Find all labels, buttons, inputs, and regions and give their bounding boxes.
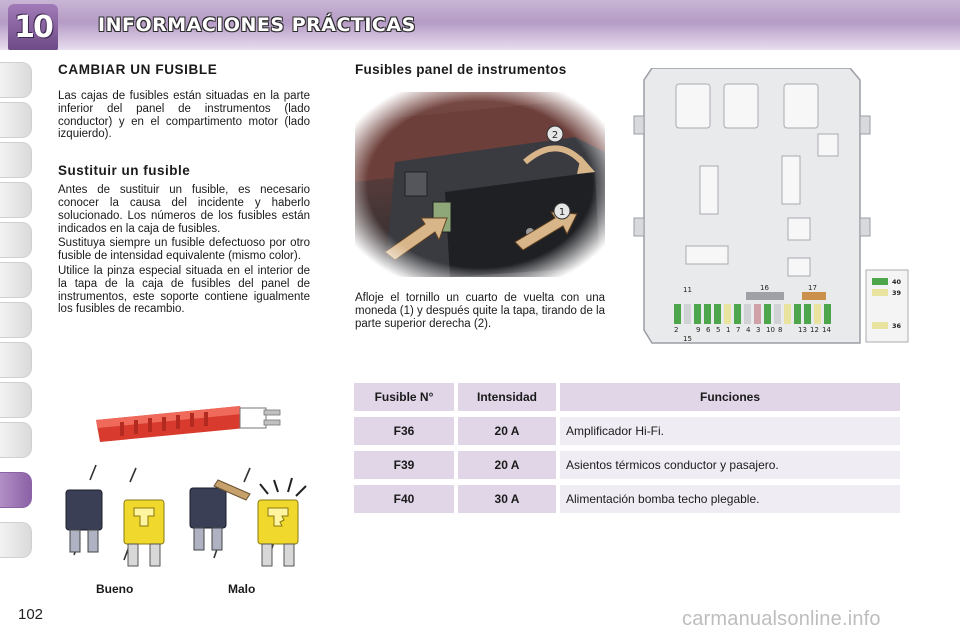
subsection-title: Sustituir un fusible [58, 163, 191, 179]
dashboard-fusebox-photo [355, 92, 605, 277]
fuse-number: 16 [760, 284, 769, 292]
amperage-cell: 30 A [458, 485, 556, 513]
fuse-number: 5 [716, 326, 721, 334]
chapter-tabs [0, 62, 34, 572]
fuse-id-cell: F40 [354, 485, 454, 513]
chapter-tab[interactable] [0, 382, 32, 418]
chapter-tab[interactable] [0, 342, 32, 378]
fuse-number: 40 [892, 278, 902, 286]
function-cell: Asientos térmicos conductor y pasajero. [560, 451, 900, 479]
column-header: Intensidad [458, 383, 556, 411]
chapter-tab[interactable] [0, 62, 32, 98]
amperage-cell: 20 A [458, 417, 556, 445]
fuse-number: 9 [696, 326, 701, 334]
fuse-number: 4 [746, 326, 751, 334]
table-row [354, 485, 900, 513]
fuse-number: 14 [822, 326, 831, 334]
bad-fuse-label: Malo [228, 582, 256, 596]
chapter-tab[interactable] [0, 222, 32, 258]
fuse-number: 7 [736, 326, 741, 334]
intro-paragraph: Las cajas de fusibles están situadas en la parte inferior del panel de instrumentos (lado conductor) y en el compartimento motor (lado izquierdo). [58, 90, 310, 141]
page-title: INFORMACIONES PRÁCTICAS [98, 14, 416, 36]
fuse-number: 15 [683, 335, 692, 343]
column-header: Fusible N° [354, 383, 454, 411]
fuse-number: 39 [892, 289, 902, 297]
fuse-number: 8 [778, 326, 783, 334]
fuse-box-diagram [632, 68, 910, 346]
fuse-number: 12 [810, 326, 819, 334]
chapter-tab[interactable] [0, 182, 32, 218]
paragraph: Antes de sustituir un fusible, es necesario conocer la causa del incidente y haberlo solucionado. Los números de los fusibles están indicados en la caja de fusibles. [58, 184, 310, 235]
chapter-tab-active[interactable] [0, 472, 32, 508]
fuse-number: 13 [798, 326, 807, 334]
chapter-tab[interactable] [0, 142, 32, 178]
column-header: Funciones [560, 383, 900, 411]
fuse-number: 3 [756, 326, 761, 334]
page-header [0, 0, 960, 50]
dashboard-fuses-title: Fusibles panel de instrumentos [355, 62, 567, 77]
chapter-tab[interactable] [0, 522, 32, 558]
fuse-number: 2 [674, 326, 679, 334]
table-row [354, 417, 900, 445]
fuse-id-cell: F39 [354, 451, 454, 479]
table-header-row [354, 383, 900, 411]
chapter-tab[interactable] [0, 422, 32, 458]
page-number: 102 [18, 606, 44, 623]
fuse-number: 36 [892, 322, 902, 330]
chapter-tab[interactable] [0, 262, 32, 298]
fuse-number: 17 [808, 284, 817, 292]
table-row [354, 451, 900, 479]
paragraph: Sustituya siempre un fusible defectuoso por otro fusible de intensidad equivalente (mismo color). [58, 237, 310, 263]
chapter-tab[interactable] [0, 102, 32, 138]
fuse-good-bad-illustration [60, 460, 310, 575]
fuse-number: 11 [683, 286, 692, 294]
amperage-cell: 20 A [458, 451, 556, 479]
fuse-number: 6 [706, 326, 711, 334]
fuse-number: 1 [726, 326, 731, 334]
watermark: carmanualsonline.info [682, 608, 881, 630]
chapter-badge: 10 [8, 4, 58, 50]
function-cell: Amplificador Hi-Fi. [560, 417, 900, 445]
fuse-pliers-illustration [90, 398, 290, 458]
cover-removal-instruction: Afloje el tornillo un cuarto de vuelta con una moneda (1) y después quite la tapa, tirando de la parte superior derecha (2). [355, 292, 605, 330]
fuse-id-cell: F36 [354, 417, 454, 445]
fuse-table [350, 377, 904, 519]
section-title: CAMBIAR UN FUSIBLE [58, 62, 218, 77]
fuse-number: 10 [766, 326, 775, 334]
paragraph: Utilice la pinza especial situada en el interior de la tapa de la caja de fusibles del panel de instrumentos, este soporte contiene igualmente los fusibles de recambio. [58, 264, 310, 316]
chapter-tab[interactable] [0, 302, 32, 338]
function-cell: Alimentación bomba techo plegable. [560, 485, 900, 513]
fuse-change-section [58, 62, 310, 318]
good-fuse-label: Bueno [96, 582, 134, 596]
